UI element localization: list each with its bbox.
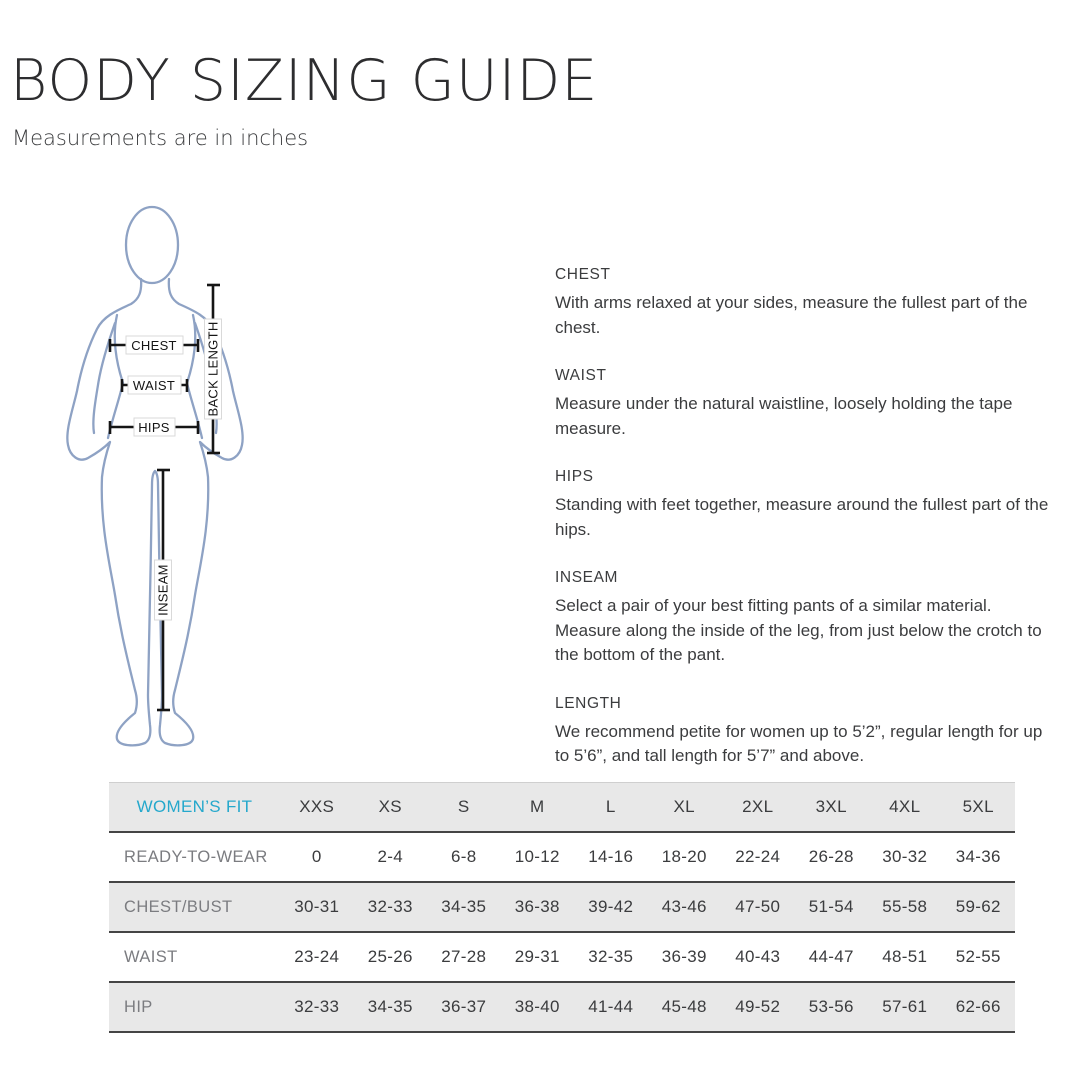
table-cell: 53-56 (795, 982, 869, 1032)
table-cell: 49-52 (721, 982, 795, 1032)
instruction-body: With arms relaxed at your sides, measure the fullest part of the chest. (555, 293, 1028, 337)
instruction-section-waist (555, 367, 1057, 441)
size-column-header: 5XL (942, 783, 1016, 833)
instruction-section-inseam (555, 569, 1057, 668)
size-column-header: L (574, 783, 648, 833)
row-label: WAIST (109, 932, 280, 982)
instruction-heading: HIPS (555, 468, 594, 485)
back-length-label: BACK LENGTH (205, 321, 221, 417)
table-cell: 36-39 (648, 932, 722, 982)
table-cell: 44-47 (795, 932, 869, 982)
row-label: HIP (109, 982, 280, 1032)
table-cell: 2-4 (354, 832, 428, 882)
instruction-heading: INSEAM (555, 569, 619, 586)
table-row-chest-bust (109, 882, 1015, 932)
table-cell: 14-16 (574, 832, 648, 882)
table-cell: 10-12 (501, 832, 575, 882)
size-column-header: XL (648, 783, 722, 833)
table-cell: 29-31 (501, 932, 575, 982)
size-column-header: 3XL (795, 783, 869, 833)
body-outline (67, 207, 242, 745)
table-cell: 41-44 (574, 982, 648, 1032)
table-cell: 36-37 (427, 982, 501, 1032)
page-subtitle: Measurements are in inches (12, 126, 309, 150)
table-cell: 0 (280, 832, 354, 882)
instruction-body: We recommend petite for women up to 5’2”, regular length for up to 5’6”, and tall length for 5’7” and above. (555, 721, 1043, 765)
table-row-ready-to-wear (109, 832, 1015, 882)
table-cell: 57-61 (868, 982, 942, 1032)
table-cell: 47-50 (721, 882, 795, 932)
table-cell: 34-35 (427, 882, 501, 932)
table-cell: 36-38 (501, 882, 575, 932)
instruction-body: Select a pair of your best fitting pants of a similar material. Measure along the inside of the leg, from just below the crotch to the bottom of the pant. (555, 596, 1042, 664)
table-cell: 32-33 (280, 982, 354, 1032)
page-title: BODY SIZING GUIDE (10, 48, 599, 114)
table-cell: 43-46 (648, 882, 722, 932)
instruction-heading: WAIST (555, 367, 607, 384)
table-cell: 6-8 (427, 832, 501, 882)
size-column-header: XXS (280, 783, 354, 833)
table-cell: 40-43 (721, 932, 795, 982)
table-header-womens-fit: WOMEN’S FIT (109, 783, 280, 833)
table-cell: 25-26 (354, 932, 428, 982)
instruction-section-chest (555, 266, 1057, 340)
row-label: CHEST/BUST (109, 882, 280, 932)
instruction-section-length (555, 695, 1057, 769)
table-cell: 34-36 (942, 832, 1016, 882)
instruction-section-hips (555, 468, 1057, 542)
chest-label: CHEST (131, 338, 177, 353)
hips-label: HIPS (138, 420, 170, 435)
table-cell: 27-28 (427, 932, 501, 982)
size-table-header-row (109, 783, 1015, 833)
head-outline (126, 207, 178, 283)
table-cell: 34-35 (354, 982, 428, 1032)
inseam-label: INSEAM (155, 564, 171, 616)
table-cell: 48-51 (868, 932, 942, 982)
size-table (109, 782, 1015, 1033)
table-cell: 38-40 (501, 982, 575, 1032)
table-cell: 30-32 (868, 832, 942, 882)
table-cell: 45-48 (648, 982, 722, 1032)
instruction-heading: CHEST (555, 266, 611, 283)
table-row-hip (109, 982, 1015, 1032)
row-label: READY-TO-WEAR (109, 832, 280, 882)
inner-arm-left (93, 323, 115, 433)
table-cell: 55-58 (868, 882, 942, 932)
table-cell: 26-28 (795, 832, 869, 882)
instruction-body: Standing with feet together, measure around the fullest part of the hips. (555, 495, 1049, 539)
instruction-heading: LENGTH (555, 694, 622, 712)
size-column-header: 2XL (721, 783, 795, 833)
table-cell: 23-24 (280, 932, 354, 982)
waist-label: WAIST (132, 378, 176, 393)
table-cell: 39-42 (574, 882, 648, 932)
table-row-waist (109, 932, 1015, 982)
table-cell: 32-33 (354, 882, 428, 932)
table-cell: 18-20 (648, 832, 722, 882)
table-cell: 51-54 (795, 882, 869, 932)
size-column-header: XS (354, 783, 428, 833)
table-cell: 52-55 (942, 932, 1016, 982)
size-column-header: S (427, 783, 501, 833)
table-cell: 32-35 (574, 932, 648, 982)
body-measurement-diagram (55, 195, 295, 755)
table-cell: 59-62 (942, 882, 1016, 932)
body-figure-svg (55, 195, 295, 755)
table-cell: 22-24 (721, 832, 795, 882)
size-column-header: M (501, 783, 575, 833)
measurement-instructions (555, 266, 1057, 796)
table-cell: 30-31 (280, 882, 354, 932)
table-cell: 62-66 (942, 982, 1016, 1032)
instruction-body: Measure under the natural waistline, loosely holding the tape measure. (555, 394, 1013, 438)
size-column-header: 4XL (868, 783, 942, 833)
